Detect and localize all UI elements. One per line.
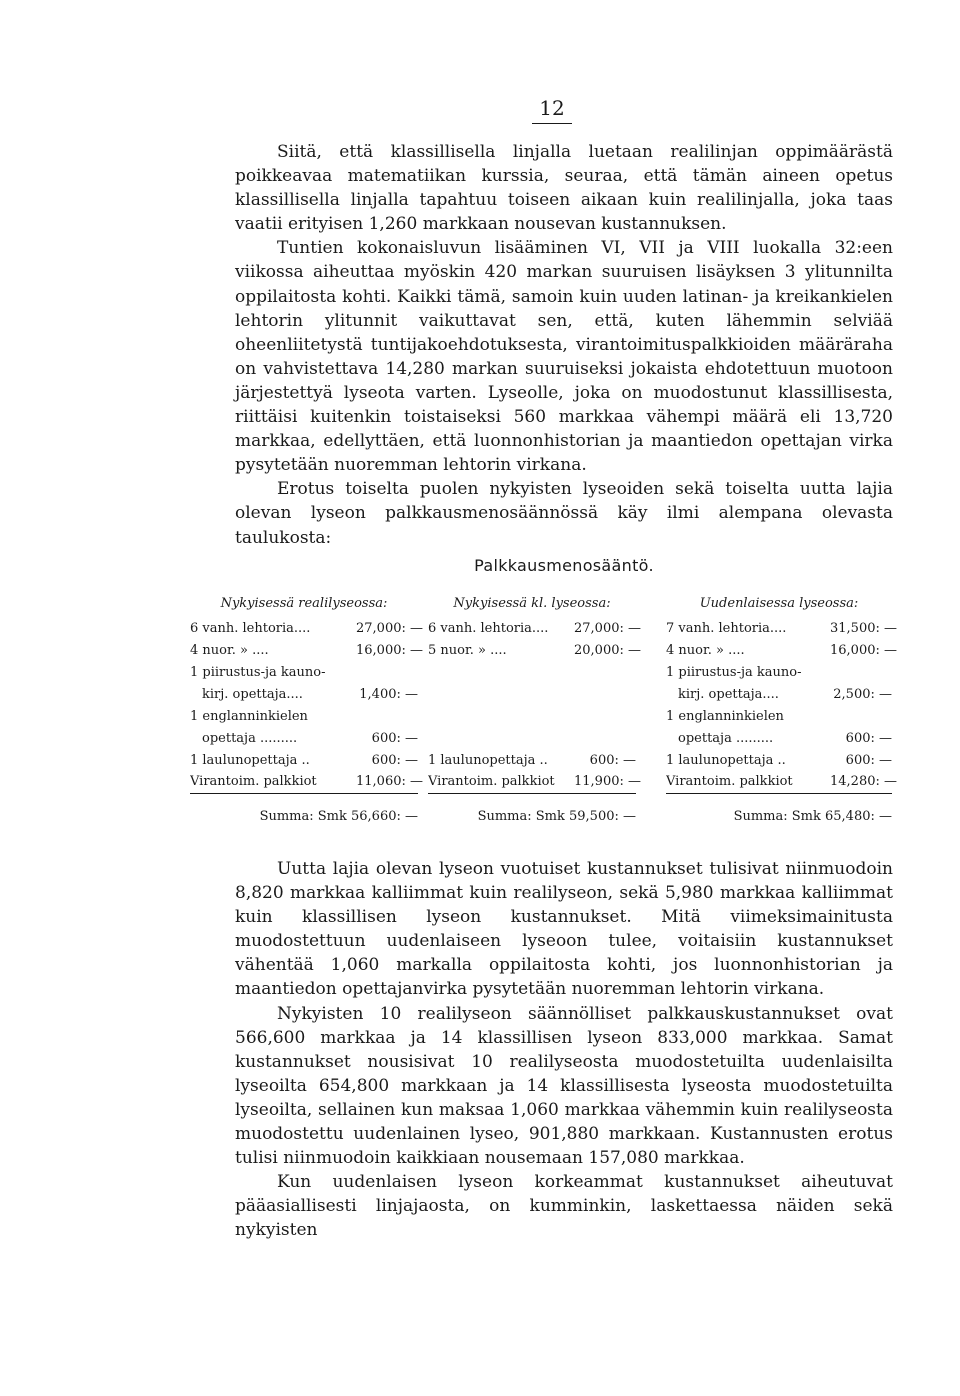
row-label: 6 vanh. lehtoria....: [190, 621, 311, 636]
paragraph: Uutta lajia olevan lyseon vuotuiset kustannukset tulisivat niinmuodoin 8,820 markkaa kalliimmat kuin realilyseon, sekä 5,980 markkaa kalliimmat kuin klassillisen lyseon kustannukset. Mitä viimeksimainitusta muodostettuun uudenlaiseen lyseoon tulee, voitaisiin kustannukset vähentää 1,060 markalla oppilaitosta kohti, jos luonnonhistorian ja maantiedon opettajanvirka pysytetään nuoremman lehtorin virkana.: [235, 859, 893, 1000]
row-label: 1 piirustus-ja kauno-: [190, 665, 326, 680]
table-row: [190, 750, 418, 772]
table-row: [190, 706, 418, 728]
paragraph: Erotus toiselta puolen nykyisten lyseoiden sekä toiselta uutta lajia olevan lyseon palkkausmenosäännössä käy ilmi alempana olevasta taulukosta:: [235, 479, 893, 548]
row-label: 1 laulunopettaja ..: [190, 753, 310, 768]
table-row: [428, 772, 641, 794]
row-label: Virantoim. palkkiot: [190, 772, 356, 794]
table-row: [428, 640, 641, 662]
row-label: kirj. opettaja....: [678, 687, 779, 702]
row-amount: [830, 706, 892, 728]
row-amount: 20,000: —: [574, 643, 641, 658]
row-label: Virantoim. palkkiot: [428, 772, 574, 794]
table-row: [190, 772, 423, 794]
row-amount: [356, 662, 418, 684]
row-amount: [830, 662, 892, 684]
table-row: [190, 618, 423, 640]
row-amount: 11,900: —: [574, 772, 636, 794]
table-row: [428, 618, 641, 640]
table-row: [666, 618, 897, 640]
table-row: [666, 772, 897, 794]
table-row: [666, 706, 892, 728]
table-column-uudenlainen: [666, 594, 897, 828]
table-row: [190, 662, 418, 684]
page-number: 12: [532, 96, 572, 124]
row-label: opettaja .........: [678, 731, 774, 746]
row-amount: 1,400: —: [359, 687, 418, 702]
table-row: [666, 640, 897, 662]
row-label: kirj. opettaja....: [202, 687, 303, 702]
row-label: 4 nuor. » ....: [666, 643, 745, 658]
column-heading: Nykyisessä kl. lyseossa:: [453, 596, 611, 611]
row-label: 1 laulunopettaja ..: [666, 753, 786, 768]
paragraph: Kun uudenlaisen lyseon korkeammat kustannukset aiheutuvat pääasiallisesti linjajaosta, on kumminkin, laskettaessa näiden sekä nykyisten: [235, 1172, 893, 1241]
bottom-text-block: [235, 857, 893, 1243]
row-amount: 600: —: [371, 753, 418, 768]
row-label: 5 nuor. » ....: [428, 643, 507, 658]
row-amount: 600: —: [371, 731, 418, 746]
top-text-block: [235, 140, 893, 550]
column-total: Summa: Smk 65,480: —: [733, 809, 892, 824]
table-column-klassillinen: [428, 594, 641, 828]
table-row: [428, 750, 636, 772]
paragraph: Siitä, että klassillisella linjalla luetaan realilinjan oppimäärästä poikkeavaa matematiikan kurssia, seuraa, että tämän aineen opetus klassillisella linjalla tapahtuu toiseen aikaan kuin realilinjalla, joka taas vaatii erityisen 1,260 markkaan nousevan kustannuksen.: [235, 142, 893, 235]
row-label: Virantoim. palkkiot: [666, 772, 830, 794]
table-column-realilyseo: [190, 594, 423, 828]
row-amount: 600: —: [845, 731, 892, 746]
row-amount: 2,500: —: [833, 687, 892, 702]
row-label: 1 piirustus-ja kauno-: [666, 665, 802, 680]
row-amount: 16,000: —: [356, 643, 423, 658]
column-heading: Nykyisessä realilyseossa:: [220, 596, 388, 611]
table-row: [190, 640, 423, 662]
column-total: Summa: Smk 59,500: —: [477, 809, 636, 824]
table-title: Palkkausmenosääntö.: [474, 556, 654, 575]
paragraph: Nykyisten 10 realilyseon säännölliset palkkauskustannukset ovat 566,600 markkaa ja 14 klassillisen lyseon 833,000 markkaa. Samat kustannukset nousisivat 10 realilyseosta muodostetuilta uudenlaisilta lyseoilta 654,800 markkaan ja 14 klassillisesta lyseosta muodostetuilta lyseoilta, sellainen kun maksaa 1,060 markkaa vähemmin kuin realilyseosta muodostettu uudenlainen lyseo, 901,880 markkaan. Kustannusten erotus tulisi niinmuodoin kaikkiaan nousemaan 157,080 markkaa.: [235, 1003, 893, 1169]
table-row: [190, 728, 418, 750]
row-amount: 600: —: [589, 753, 636, 768]
row-amount: 27,000: —: [574, 621, 641, 636]
table-row: [666, 728, 892, 750]
row-amount: [356, 706, 418, 728]
row-label: 6 vanh. lehtoria....: [428, 621, 549, 636]
row-amount: 600: —: [845, 753, 892, 768]
row-label: opettaja .........: [202, 731, 298, 746]
row-label: 7 vanh. lehtoria....: [666, 621, 787, 636]
table-row: [666, 684, 892, 706]
column-heading: Uudenlaisessa lyseossa:: [699, 596, 859, 611]
row-label: 1 englanninkielen: [666, 709, 784, 724]
row-label: 1 laulunopettaja ..: [428, 753, 548, 768]
row-amount: 27,000: —: [356, 621, 423, 636]
row-label: 4 nuor. » ....: [190, 643, 269, 658]
row-label: 1 englanninkielen: [190, 709, 308, 724]
table-row: [190, 684, 418, 706]
paragraph: Tuntien kokonaisluvun lisääminen VI, VII ja VIII luokalla 32:een viikossa aiheuttaa myöskin 420 markan suuruisen lisäyksen 3 ylitunnilta oppilaitosta kohti. Kaikki tämä, samoin kuin uuden latinan- ja kreikankielen lehtorin ylitunnit vaikuttavat sen, että, kuten lähemmin selviää oheenliitetystä tuntijakoehdotuksesta, virantoimituspalkkioiden määräraha on vahvistettava 14,280 markan suuruiseksi jokaista ehdotettuun muotoon järjestettyä lyseota varten. Lyseolle, joka on muodostunut klassillisesta, riittäisi kuitenkin toistaiseksi 560 markkaa vähempi määrä eli 13,720 markkaa, edellyttäen, että luonnonhistorian ja maantiedon opettajan virka pysytetään nuoremman lehtorin virkana.: [235, 238, 893, 476]
column-total: Summa: Smk 56,660: —: [259, 809, 418, 824]
row-amount: 14,280: —: [830, 772, 892, 794]
row-amount: 11,060: —: [356, 772, 418, 794]
row-amount: 16,000: —: [830, 643, 897, 658]
table-row: [666, 662, 892, 684]
table-row: [666, 750, 892, 772]
row-amount: 31,500: —: [830, 621, 897, 636]
